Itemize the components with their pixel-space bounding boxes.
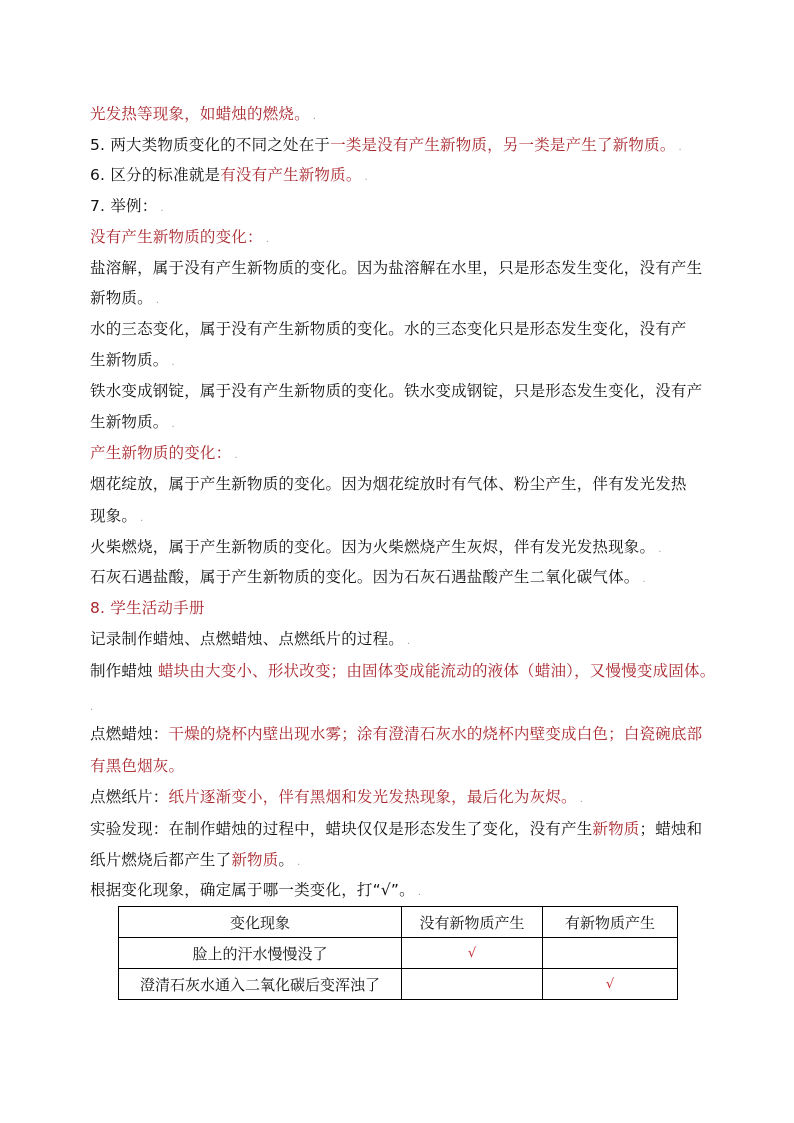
text-line: 纸片燃烧后都产生了新物质。 . [90, 851, 301, 869]
checkmark-cell: √ [543, 969, 678, 1000]
text-line: 光发热等现象，如蜡烛的燃烧。 . [90, 105, 317, 123]
table-header-cell: 有新物质产生 [543, 907, 678, 938]
text-line: 点燃蜡烛：干燥的烧杯内壁出现水雾；涂有澄清石灰水的烧杯内壁变成白色；白瓷碗底部 [90, 725, 703, 743]
phenomenon-cell: 澄清石灰水通入二氧化碳后变浑浊了 [119, 969, 402, 1000]
text-line: 根据变化现象，确定属于哪一类变化，打“√”。 . [90, 881, 422, 899]
section-heading: 8. 学生活动手册 [90, 599, 205, 617]
checkmark-cell [543, 938, 678, 969]
text-line: 水的三态变化，属于没有产生新物质的变化。水的三态变化只是形态发生变化，没有产 [90, 320, 687, 338]
text-line: . [90, 702, 94, 713]
text-line: 烟花绽放，属于产生新物质的变化。因为烟花绽放时有气体、粉尘产生，伴有发光发热 [90, 475, 687, 493]
classification-table [118, 906, 678, 1000]
text-line: 盐溶解，属于没有产生新物质的变化。因为盐溶解在水里，只是形态发生变化，没有产生 [90, 259, 703, 277]
text-line: 有黑色烟灰。 [90, 757, 185, 775]
section-heading: 产生新物质的变化： . [90, 444, 238, 462]
checkmark-cell: √ [402, 938, 543, 969]
text-line: 生新物质。 . [90, 351, 175, 369]
table-header-cell: 没有新物质产生 [402, 907, 543, 938]
text-line: 铁水变成钢锭，属于没有产生新物质的变化。铁水变成钢锭，只是形态发生变化，没有产 [90, 382, 703, 400]
table-header-cell: 变化现象 [119, 907, 402, 938]
section-heading: 没有产生新物质的变化： . [90, 228, 270, 246]
text-line: 生新物质。 . [90, 413, 175, 431]
text-line: 制作蜡烛 蜡块由大变小、形状改变；由固体变成能流动的液体（蜡油），又慢慢变成固体。 [90, 662, 716, 680]
text-line: 石灰石遇盐酸，属于产生新物质的变化。因为石灰石遇盐酸产生二氧化碳气体。 . [90, 568, 646, 586]
text-line: 记录制作蜡烛、点燃蜡烛、点燃纸片的过程。 . [90, 630, 411, 648]
table-row [119, 969, 678, 1000]
table-row [119, 938, 678, 969]
text-line: 5. 两大类物质变化的不同之处在于一类是没有产生新物质，另一类是产生了新物质。 . [90, 136, 682, 154]
text-line: 6. 区分的标准就是有没有产生新物质。 . [90, 166, 368, 184]
text-line: 新物质。 . [90, 289, 160, 307]
text-line: 现象。 . [90, 507, 144, 525]
text-line: 点燃纸片：纸片逐渐变小，伴有黑烟和发光发热现象，最后化为灰烬。 . [90, 788, 584, 806]
checkmark-cell [402, 969, 543, 1000]
text-line: 7. 举例： . [90, 197, 164, 215]
table-header-row [119, 907, 678, 938]
text-line: 实验发现：在制作蜡烛的过程中，蜡块仅仅是形态发生了变化，没有产生新物质；蜡烛和 [90, 820, 703, 838]
phenomenon-cell: 脸上的汗水慢慢没了 [119, 938, 402, 969]
text-line: 火柴燃烧，属于产生新物质的变化。因为火柴燃烧产生灰烬，伴有发光发热现象。 . [90, 538, 662, 556]
